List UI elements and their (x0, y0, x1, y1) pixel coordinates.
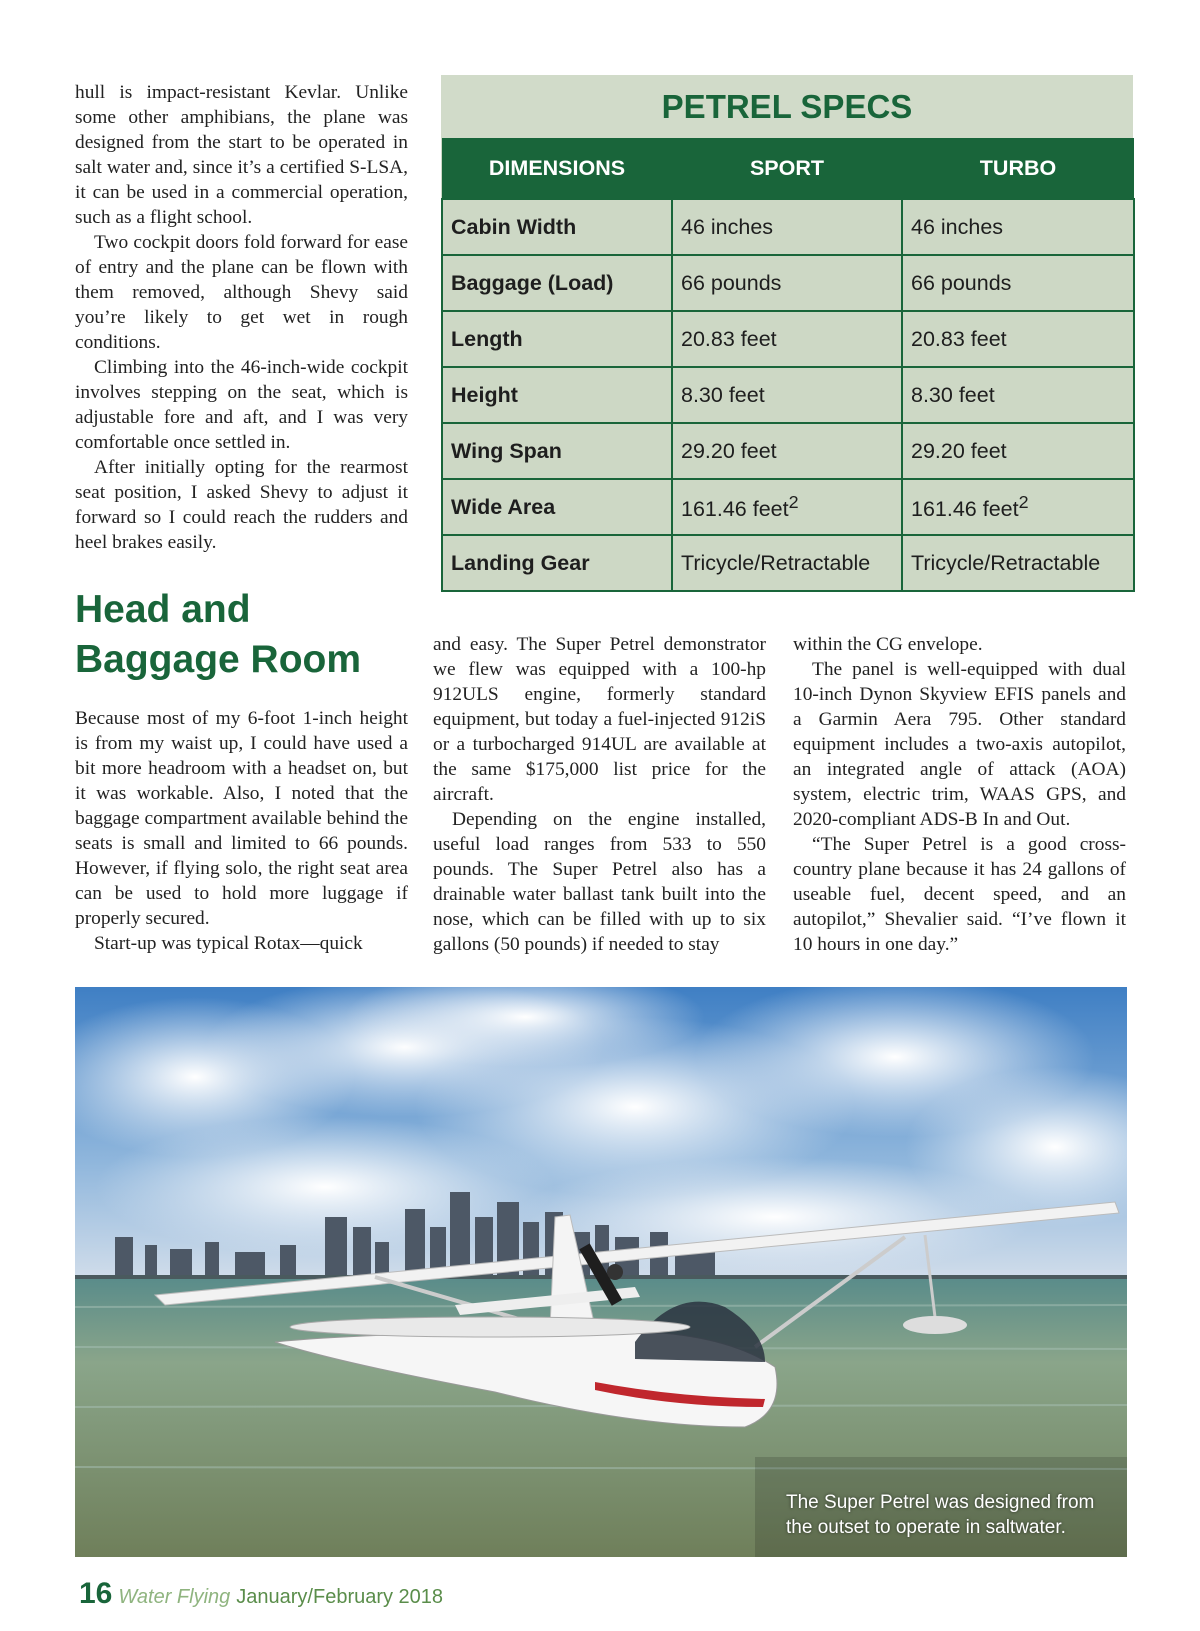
paragraph: within the CG envelope. (793, 634, 983, 655)
paragraph: Depending on the engine installed, useful load ranges from 533 to 550 pounds. The Super Petrel also has a drainable water ballast tank built into the nose, which can be filled with up to six gallons (50 pounds) if needed to stay (433, 809, 766, 955)
unit-superscript: 2 (1018, 491, 1029, 512)
issue-date: January/February 2018 (236, 1586, 444, 1608)
spec-label-text: Baggage (Load) (451, 270, 614, 295)
spec-turbo-value (902, 255, 1134, 311)
spec-turbo-value (902, 367, 1134, 423)
paragraph: Climbing into the 46-inch-wide cockpit involves stepping on the seat, which is adjustable fore and aft, and I was very comfortable once settled in. (75, 357, 408, 453)
specs-row (442, 423, 1134, 479)
header-dimensions: DIMENSIONS (442, 138, 672, 199)
spec-label (442, 199, 672, 255)
specs-title: PETREL SPECS (441, 75, 1133, 138)
specs-table (441, 138, 1135, 592)
specs-row (442, 535, 1134, 591)
article-column-bottom-middle (433, 632, 766, 957)
page-number: 16 (79, 1577, 113, 1610)
section-heading (75, 585, 415, 685)
caption-line: the outset to operate in saltwater. (786, 1517, 1066, 1538)
spec-sport-value (672, 311, 902, 367)
spec-label (442, 255, 672, 311)
spec-sport-value (672, 255, 902, 311)
spec-sport-value-text: 29.20 feet (681, 438, 777, 463)
article-column-top-left (75, 80, 408, 555)
spec-sport-value-text: 66 pounds (681, 270, 782, 295)
paragraph: “The Super Petrel is a good cross-country plane because it has 24 gallons of useable fuel, decent speed, and an autopilot,” Shevalier said. “I’ve flown it 10 hours in one day.” (793, 834, 1126, 955)
spec-label (442, 423, 672, 479)
heading-line: Head and (75, 588, 251, 631)
spec-sport-value (672, 199, 902, 255)
specs-row (442, 367, 1134, 423)
heading-line: Baggage Room (75, 638, 362, 681)
unit-superscript: 2 (788, 491, 799, 512)
specs-header-row (442, 138, 1134, 199)
spec-turbo-value-text: 66 pounds (911, 270, 1012, 295)
spec-turbo-value-text: 29.20 feet (911, 438, 1007, 463)
spec-label-text: Landing Gear (451, 550, 590, 575)
paragraph: and easy. The Super Petrel demonstrator we flew was equipped with a 100-hp 912ULS engine, formerly standard equipment, but today a fuel-injected 912iS or a turbocharged 914UL are available at the same $175,000 list price for the aircraft. (433, 634, 766, 805)
spec-sport-value (672, 423, 902, 479)
spec-sport-value-text: 20.83 feet (681, 326, 777, 351)
caption-line: The Super Petrel was designed from (786, 1492, 1095, 1513)
paragraph: The panel is well-equipped with dual 10-inch Dynon Skyview EFIS panels and a Garmin Aera 795. Other standard equipment includes a two-axis autopilot, an integrated angle of attack (AOA) system, electric trim, WAAS GPS, and 2020-compliant ADS-B In and Out. (793, 659, 1126, 830)
paragraph: hull is impact-resistant Kevlar. Unlike some other amphibians, the plane was designed from the start to be operated in salt water and, since it’s a certified S-LSA, it can be used in a commercial operation, such as a flight school. (75, 82, 408, 228)
spec-sport-value (672, 535, 902, 591)
specs-table-box (441, 75, 1133, 588)
spec-turbo-value (902, 423, 1134, 479)
seaplane-illustration (75, 987, 1127, 1557)
seaplane-photo (75, 987, 1127, 1557)
spec-sport-value-text: 8.30 feet (681, 382, 765, 407)
spec-turbo-value (902, 479, 1134, 535)
spec-turbo-value-text: 8.30 feet (911, 382, 995, 407)
spec-sport-value-text: 46 inches (681, 214, 774, 239)
spec-sport-value-text: 161.46 feet (681, 497, 789, 522)
specs-row (442, 199, 1134, 255)
spec-sport-value-text: Tricycle/Retractable (681, 550, 871, 575)
spec-turbo-value-text: Tricycle/Retractable (911, 550, 1101, 575)
article-column-bottom-right (793, 632, 1126, 957)
spec-label-text: Cabin Width (451, 214, 577, 239)
spec-turbo-value (902, 535, 1134, 591)
spec-label (442, 535, 672, 591)
spec-turbo-value-text: 46 inches (911, 214, 1004, 239)
specs-row (442, 311, 1134, 367)
spec-label-text: Wing Span (451, 438, 562, 463)
spec-label-text: Height (451, 382, 518, 407)
specs-row (442, 255, 1134, 311)
spec-sport-value (672, 367, 902, 423)
spec-label-text: Length (451, 326, 523, 351)
spec-turbo-value-text: 20.83 feet (911, 326, 1007, 351)
header-turbo: TURBO (902, 138, 1134, 199)
header-sport: SPORT (672, 138, 902, 199)
page-footer (79, 1577, 443, 1613)
spec-label (442, 479, 672, 535)
spec-label (442, 367, 672, 423)
spec-turbo-value-text: 161.46 feet (911, 497, 1019, 522)
paragraph: Two cockpit doors fold forward for ease of entry and the plane can be flown with them removed, although Shevy said you’re likely to get wet in rough conditions. (75, 232, 408, 353)
publication-name: Water Flying (118, 1586, 231, 1608)
photo-caption (786, 1490, 1116, 1540)
spec-label-text: Wide Area (451, 494, 556, 519)
spec-sport-value (672, 479, 902, 535)
paragraph: After initially opting for the rearmost seat position, I asked Shevy to adjust it forward so I could reach the rudders and heel brakes easily. (75, 457, 408, 553)
paragraph: Start-up was typical Rotax—quick (94, 933, 363, 954)
paragraph: Because most of my 6-foot 1-inch height is from my waist up, I could have used a bit more headroom with a headset on, but it was workable. Also, I noted that the baggage compartment available behind the seats is small and limited to 66 pounds. However, if flying solo, the right seat area can be used to hold more luggage if properly secured. (75, 708, 408, 929)
spec-turbo-value (902, 311, 1134, 367)
article-column-bottom-left (75, 706, 408, 956)
spec-label (442, 311, 672, 367)
spec-turbo-value (902, 199, 1134, 255)
specs-row (442, 479, 1134, 535)
